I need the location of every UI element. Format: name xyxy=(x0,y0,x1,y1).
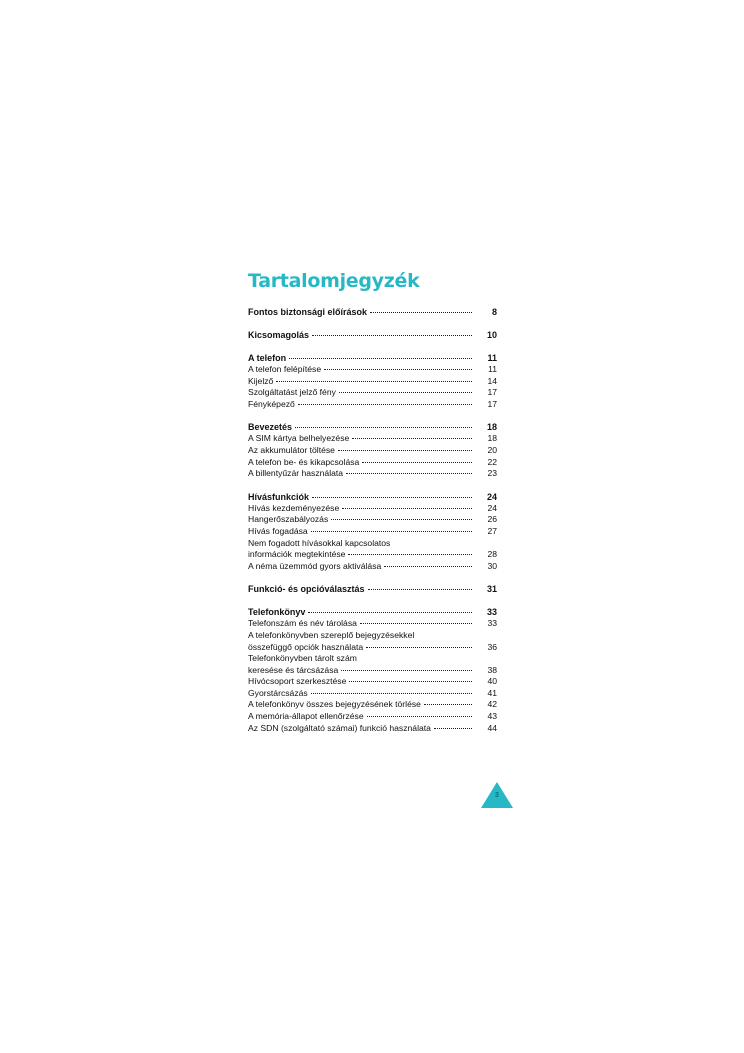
toc-label: Bevezetés xyxy=(248,422,293,433)
dot-leader xyxy=(362,461,472,463)
toc-label: Funkció- és opcióválasztás xyxy=(248,584,365,595)
dot-leader xyxy=(289,357,472,359)
dot-leader xyxy=(331,518,472,520)
toc-entry-row[interactable] xyxy=(248,711,497,723)
dot-leader xyxy=(339,391,472,393)
dot-leader xyxy=(370,311,472,313)
toc-page-number: 8 xyxy=(491,307,497,317)
toc-entry-row[interactable] xyxy=(248,665,497,677)
dot-leader xyxy=(360,622,472,624)
toc-entry-row[interactable] xyxy=(248,399,497,411)
toc-page-number: 23 xyxy=(487,468,497,479)
toc-page-number: 36 xyxy=(487,641,497,652)
dot-leader xyxy=(276,380,472,382)
toc-section-row[interactable] xyxy=(248,329,497,341)
table-of-contents xyxy=(248,306,497,734)
section-gap xyxy=(248,595,497,606)
dot-leader xyxy=(308,611,472,613)
section-gap xyxy=(248,341,497,352)
toc-entry-row[interactable] xyxy=(248,364,497,376)
toc-page-number: 42 xyxy=(487,699,497,710)
toc-entry-row[interactable] xyxy=(248,445,497,457)
toc-page-number: 18 xyxy=(487,433,497,444)
section-gap xyxy=(248,480,497,491)
page-number: 3 xyxy=(495,792,499,799)
dot-leader xyxy=(346,472,472,474)
toc-page-number: 38 xyxy=(487,664,497,675)
toc-entry-row[interactable] xyxy=(248,642,497,654)
toc-entry-row[interactable] xyxy=(248,653,497,665)
toc-label: Nem fogadott hívásokkal kapcsolatos xyxy=(248,537,391,548)
toc-page-number: 43 xyxy=(487,711,497,722)
dot-leader xyxy=(312,496,472,498)
dot-leader xyxy=(367,715,472,717)
toc-page-number: 24 xyxy=(486,491,497,502)
toc-page-number: 18 xyxy=(486,422,497,433)
toc-label: A telefon felépítése xyxy=(248,364,322,374)
toc-page-number: 10 xyxy=(486,330,497,340)
toc-entry-row[interactable] xyxy=(248,433,497,445)
toc-page-number: 30 xyxy=(487,560,497,571)
toc-entry-row[interactable] xyxy=(248,387,497,399)
toc-section-row[interactable] xyxy=(248,352,497,364)
toc-page-number: 40 xyxy=(487,676,497,687)
toc-entry-row[interactable] xyxy=(248,538,497,550)
dot-leader xyxy=(324,368,472,370)
dot-leader xyxy=(384,565,472,567)
toc-entry-row[interactable] xyxy=(248,514,497,526)
toc-label: Telefonszám és név tárolása xyxy=(248,618,357,629)
page-number-badge xyxy=(480,781,514,809)
toc-page-number: 17 xyxy=(487,387,497,398)
toc-label: keresése és tárcsázása xyxy=(248,664,339,675)
section-gap xyxy=(248,318,497,329)
toc-label: A billentyűzár használata xyxy=(248,468,344,479)
dot-leader xyxy=(312,334,472,336)
dot-leader xyxy=(298,403,472,405)
section-gap xyxy=(248,572,497,583)
toc-label: A telefon xyxy=(248,353,287,363)
toc-label: Hívás kezdeményezése xyxy=(248,502,340,513)
toc-label: Kijelző xyxy=(248,375,274,386)
toc-entry-row[interactable] xyxy=(248,457,497,469)
toc-label: Az akkumulátor töltése xyxy=(248,444,335,455)
section-gap xyxy=(248,410,497,421)
dot-leader xyxy=(348,553,472,555)
toc-label: Telefonkönyvben tárolt szám xyxy=(248,653,357,664)
toc-label: Kicsomagolás xyxy=(248,330,310,340)
dot-leader xyxy=(311,692,472,694)
toc-label: A memória-állapot ellenőrzése xyxy=(248,711,364,722)
toc-entry-row[interactable] xyxy=(248,618,497,630)
dot-leader xyxy=(295,426,472,428)
toc-entry-row[interactable] xyxy=(248,630,497,642)
toc-label: összefüggő opciók használata xyxy=(248,641,364,652)
toc-label: Az SDN (szolgáltató számai) funkció használata xyxy=(248,722,431,733)
toc-entry-row[interactable] xyxy=(248,503,497,515)
dot-leader xyxy=(349,680,472,682)
toc-section-row[interactable] xyxy=(248,491,497,503)
toc-entry-row[interactable] xyxy=(248,676,497,688)
toc-label: Fontos biztonsági előírások xyxy=(248,307,368,317)
toc-label: Hangerőszabályozás xyxy=(248,514,329,525)
toc-page-number: 22 xyxy=(487,456,497,467)
toc-label: Gyorstárcsázás xyxy=(248,687,308,698)
toc-page-number: 44 xyxy=(487,722,497,733)
toc-section-row[interactable] xyxy=(248,421,497,433)
toc-entry-row[interactable] xyxy=(248,699,497,711)
toc-entry-row[interactable] xyxy=(248,376,497,388)
toc-page-number: 24 xyxy=(487,502,497,513)
dot-leader xyxy=(352,437,472,439)
toc-page-number: 17 xyxy=(487,398,497,409)
toc-section-row[interactable] xyxy=(248,583,497,595)
toc-entry-row[interactable] xyxy=(248,561,497,573)
toc-label: A SIM kártya belhelyezése xyxy=(248,433,350,444)
toc-label: Telefonkönyv xyxy=(248,607,306,618)
dot-leader xyxy=(424,703,472,705)
dot-leader xyxy=(341,669,472,671)
toc-label: Fényképező xyxy=(248,398,295,409)
toc-entry-row[interactable] xyxy=(248,526,497,538)
toc-page-number: 33 xyxy=(487,618,497,629)
toc-entry-row[interactable] xyxy=(248,723,497,735)
toc-page-number: 26 xyxy=(487,514,497,525)
toc-page-number: 27 xyxy=(487,525,497,536)
toc-page-number: 41 xyxy=(487,687,497,698)
toc-section-row[interactable] xyxy=(248,306,497,318)
toc-label: A telefonkönyv összes bejegyzésének törlése xyxy=(248,699,421,710)
toc-page-number: 11 xyxy=(487,353,497,363)
toc-entry-row[interactable] xyxy=(248,549,497,561)
toc-page-number: 33 xyxy=(486,607,497,618)
toc-label: Szolgáltatást jelző fény xyxy=(248,387,336,398)
toc-entry-row[interactable] xyxy=(248,468,497,480)
toc-label: információk megtekintése xyxy=(248,549,346,560)
toc-page-number: 11 xyxy=(488,364,497,374)
dot-leader xyxy=(366,646,472,648)
dot-leader xyxy=(368,588,472,590)
toc-label: A telefonkönyvben szereplő bejegyzésekkel xyxy=(248,629,415,640)
toc-label: Hívásfunkciók xyxy=(248,491,310,502)
dot-leader xyxy=(434,727,472,729)
toc-entry-row[interactable] xyxy=(248,688,497,700)
dot-leader xyxy=(338,449,472,451)
toc-label: Hívás fogadása xyxy=(248,525,308,536)
toc-page-number: 31 xyxy=(486,584,497,595)
page-title: Tartalomjegyzék xyxy=(248,270,420,292)
toc-label: Hívócsoport szerkesztése xyxy=(248,676,347,687)
dot-leader xyxy=(342,507,472,509)
toc-page-number: 28 xyxy=(487,549,497,560)
toc-label: A néma üzemmód gyors aktiválása xyxy=(248,560,382,571)
dot-leader xyxy=(311,530,472,532)
toc-label: A telefon be- és kikapcsolása xyxy=(248,456,360,467)
toc-section-row[interactable] xyxy=(248,606,497,618)
toc-page-number: 14 xyxy=(487,375,497,386)
toc-page-number: 20 xyxy=(487,444,497,455)
